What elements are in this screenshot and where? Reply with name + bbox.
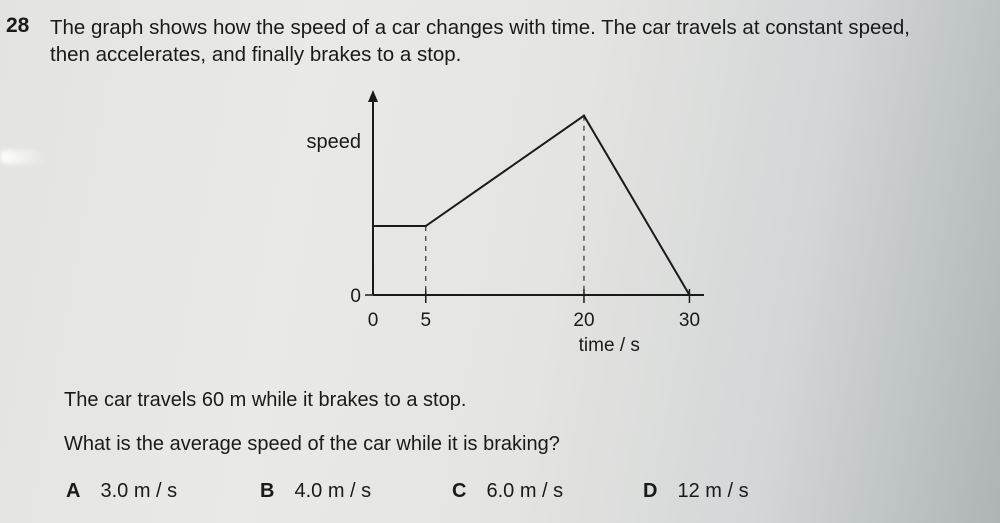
- question-text-line-1: The graph shows how the speed of a car changes with time. The car travels at constant speed,: [50, 16, 910, 39]
- speed-line: [373, 116, 689, 295]
- y-axis-arrow: [368, 90, 378, 102]
- data-point-5: [425, 225, 427, 227]
- question-text-line-2: then accelerates, and finally brakes to a stop.: [50, 43, 462, 66]
- data-point-30: [688, 294, 690, 296]
- option-a-value: 3.0 m / s: [100, 480, 178, 502]
- x-tick-label-30: 30: [678, 310, 701, 331]
- question-number: 28: [6, 14, 30, 37]
- x-tick-label-0: 0: [367, 310, 379, 331]
- option-c[interactable]: [452, 480, 563, 503]
- option-d[interactable]: [643, 480, 749, 503]
- option-b-value: 4.0 m / s: [294, 480, 372, 502]
- speed-time-graph: [280, 86, 740, 366]
- x-axis-label: time / s: [578, 335, 640, 356]
- option-c-label: C: [452, 480, 467, 502]
- data-point-0: [372, 225, 374, 227]
- option-b[interactable]: [260, 480, 371, 503]
- statement-text: The car travels 60 m while it brakes to a stop.: [64, 389, 467, 411]
- y-axis-label: speed: [306, 131, 361, 153]
- prompt-text: What is the average speed of the car while it is braking?: [64, 433, 560, 455]
- option-c-value: 6.0 m / s: [486, 480, 564, 502]
- x-tick-label-5: 5: [420, 310, 432, 331]
- x-tick-label-20: 20: [573, 310, 595, 331]
- option-b-label: B: [260, 480, 275, 502]
- light-glare: [0, 150, 46, 164]
- option-d-label: D: [643, 480, 658, 502]
- option-a-label: A: [66, 480, 81, 502]
- question-text: [50, 14, 990, 68]
- option-a[interactable]: [66, 480, 177, 503]
- data-point-20: [583, 114, 585, 116]
- y-tick-label-0: 0: [350, 286, 361, 307]
- option-d-value: 12 m / s: [677, 480, 749, 502]
